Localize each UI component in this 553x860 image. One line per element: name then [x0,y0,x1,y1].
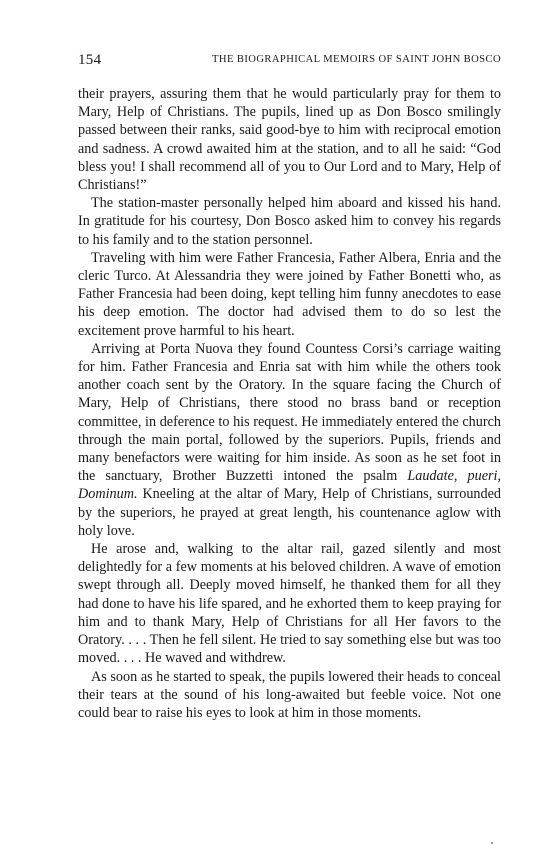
paragraph: He arose and, walking to the altar rail, gazed silently and most delightedly for a few moments at his beloved children. A wave of emotion swept through all. Deeply moved himself, he thanked them for all they had done to have his life spared, and he exhorted them to keep praying for him and to thank Mary, Help of Christians for all Her favors to the Oratory. . . . Then he fell silent. He tried to say something else but was too moved. . . . He waved and withdrew. [78,541,501,667]
paragraph-arrival [78,340,501,540]
arrival-text-after: Kneeling at the altar of Mary, Help of Christians, surrounded by the superiors, he prayed at great length, his countenance aglow with holy love. [78,486,501,539]
paragraph: Traveling with him were Father Francesia, Father Albera, Enria and the cleric Turco. At Alessandria they were joined by Father Bonetti who, as Father Francesia had been doing, kept telling him funny anecdotes to ease his deep emotion. The doctor had advised them to do so lest the excitement prove harmful to his heart. [78,249,501,339]
paragraph: The station-master personally helped him aboard and kissed his hand. In gratitude for his courtesy, Don Bosco asked him to convey his regards to his family and to the station personnel. [78,195,501,248]
psalm-title: Laudate, pueri, Dominum. [78,468,501,503]
page-number: 154 [78,52,102,68]
scan-speck [491,842,493,844]
arrival-text-before: Arriving at Porta Nuova they found Countess Corsi’s carriage waiting for him. Father Francesia and Enria sat with him while the others took another coach sent by the Oratory. In the square facing the Church of Mary, Help of Christians, there stood no brass band or reception committee, in deference to his request. He immediately entered the church through the main portal, followed by the superiors. Pupils, friends and many benefactors were waiting for him inside. As soon as he set foot in the sanctuary, Brother Buzzetti intoned the psalm [78,340,501,485]
paragraph: their prayers, assuring them that he would particularly pray for them to Mary, Help of Christians. The pupils, lined up as Don Bosco smilingly passed between their ranks, said good-bye to him with reciprocal emotion and sadness. A crowd awaited him at the station, and to all he said: “God bless you! I shall recommend all of you to Our Lord and to Mary, Help of Christians!” [78,86,501,194]
page-header [78,52,501,72]
running-title: THE BIOGRAPHICAL MEMOIRS OF SAINT JOHN BOSCO [212,54,501,65]
paragraph: As soon as he started to speak, the pupils lowered their heads to conceal their tears at the sound of his long-awaited but feeble voice. Not one could bear to raise his eyes to look at him in those moments. [78,668,501,721]
body-text [78,85,501,722]
